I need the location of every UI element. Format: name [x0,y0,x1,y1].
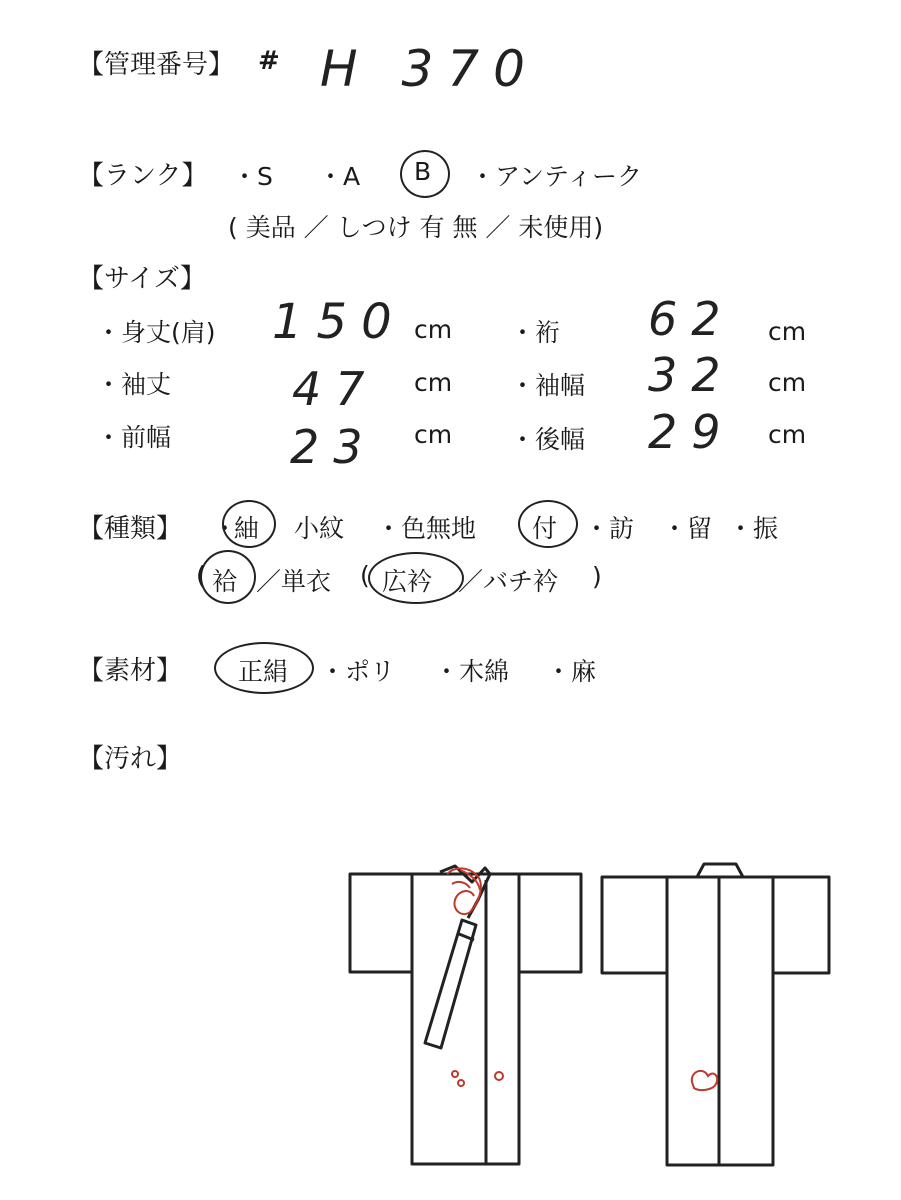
management-label: 【管理番号】 [78,50,235,80]
material-label: 【素材】 [78,656,183,686]
size-front-width-value: 23 [290,420,377,474]
size-front-width-unit: cm [414,420,453,449]
management-number: H 370 [320,40,539,98]
rank-option-s: ・S [232,162,273,191]
kind-paren-open-2: ( [360,561,370,590]
material-poly: ・ポリ [320,657,396,686]
hash-sign: # [258,46,280,76]
size-yuki-value: 62 [648,292,735,346]
rank-label: 【ランク】 [78,161,208,191]
kind-tsukesage: 付 [532,514,558,543]
kind-hiroeri: 広衿 [382,567,433,596]
rank-option-b: B [414,157,432,186]
size-sleeve-length-value: 47 [292,362,379,416]
kind-furisode: ・振 [728,514,779,543]
size-back-width-unit: cm [768,420,807,449]
size-sleeve-width-label: ・袖幅 [510,371,586,400]
kind-komon: 小紋 [294,514,345,543]
material-cotton: ・木綿 [434,657,510,686]
kimono-back-view [602,864,829,1165]
kimono-front-view [350,866,581,1164]
size-sleeve-length-label: ・袖丈 [96,370,172,399]
size-length-label: ・身丈(肩) [96,318,216,347]
kind-tsumugi: 紬 [234,514,260,543]
kind-paren-open-1: ( [196,561,206,590]
size-front-width-label: ・前幅 [96,423,172,452]
kind-dot: ・ [212,514,238,543]
size-back-width-value: 29 [648,405,735,459]
rank-option-antique: ・アンティーク [470,162,643,191]
size-yuki-unit: cm [768,317,807,346]
rank-condition-note: ( 美品 ／ しつけ 有 無 ／ 未使用) [228,213,604,242]
rank-option-a: ・A [318,162,361,191]
kind-hitoe: ／単衣 [256,567,332,596]
kind-tomesode: ・留 [662,514,713,543]
size-label: 【サイズ】 [78,264,206,294]
kind-paren-close: ) [592,562,602,591]
kind-iromuji: ・色無地 [376,514,477,543]
size-length-value: 150 [272,294,406,350]
material-silk: 正絹 [238,657,289,686]
size-length-unit: cm [414,315,453,344]
size-sleeve-length-unit: cm [414,368,453,397]
kind-label: 【種類】 [78,514,183,544]
size-back-width-label: ・後幅 [510,425,586,454]
size-yuki-label: ・裄 [510,318,561,347]
material-linen: ・麻 [546,657,597,686]
kind-awase: 袷 [212,567,238,596]
kind-houmon: ・訪 [584,514,635,543]
kind-bachieri: ／バチ衿 [458,567,559,596]
size-sleeve-width-unit: cm [768,368,807,397]
size-sleeve-width-value: 32 [648,348,735,402]
stain-label: 【汚れ】 [78,744,183,774]
